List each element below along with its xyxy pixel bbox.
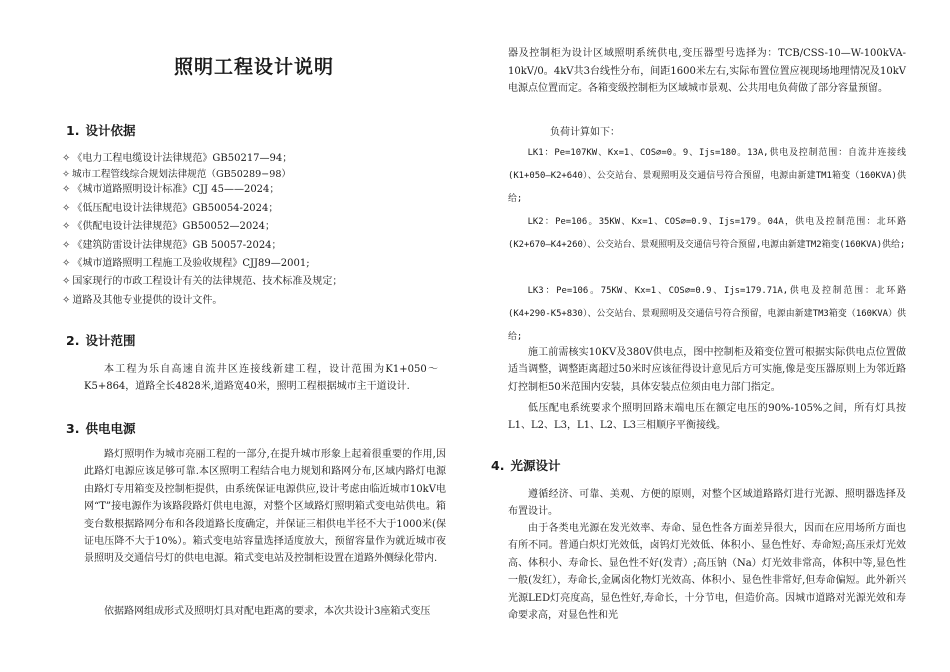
- page-title: 照明工程设计说明: [173, 56, 334, 78]
- bullet-icon: ✧: [62, 184, 71, 196]
- list-item: ✧ 城市工程管线综合规划法律规范（GB50289−98）: [62, 169, 292, 181]
- list-item: ✧ 国家现行的市政工程设计有关的法律规范、技术标准及规定；: [62, 276, 343, 288]
- list-item: ✧ 《低压配电设计法律规范》GB50054-2024；: [62, 202, 279, 214]
- bullet-icon: ✧: [62, 153, 71, 164]
- load-calc-lk3: LK3：Pe=106。75KW、Kx=1、COS∅=0.9、Ijs=179.71A,供电及控制范围：北环路(K4+290-K5+830）、公交站台、景观照明及交通信号符合预留，电源由新建TM3箱变（160KVA）供给;: [508, 286, 906, 342]
- low-voltage-paragraph: 低压配电系统要求个照明回路末端电压在额定电压的90%-105%之间，所有灯具按L1、L2、L3，L1、L2、L3三相顺序平衡接线。: [508, 403, 906, 432]
- bullet-icon: ✧: [62, 294, 71, 306]
- power-paragraph-continued: 依据路网组成形式及照明灯具对配电距离的要求，本次共设计3座箱式变压: [104, 606, 431, 617]
- power-paragraph: 路灯照明作为城市亮丽工程的一部分,在提升城市形象上起着很重要的作用,因此路灯电源应该足够可靠.本区照明工程结合电力规划和路网分布,区域内路灯电源由路灯专用箱变及控制柜提供，由系统保证电源供应,设计考虑由临近城市10kV电网“T”接电源作为该路段路灯供电电源，对整个区域路灯照明箱式变电站供电。箱变台数根据路网分布和各段道路长度确定，并保证三相供电半径不大于1000米(保证电压降不大于10%）。箱式变电站容量选择适度放大，预留容量作为就近城市夜景照明及交通信号灯的供电电源。箱式变电站及控制柜设置在道路外侧绿化带内.: [84, 449, 446, 565]
- section-title: 供电电源: [85, 421, 136, 436]
- light-paragraph-intro: 遵循经济、可靠、美观、方便的原则，对整个区域道路路灯进行光源、照明器选择及布置设计。: [508, 489, 906, 518]
- list-item: ✧ 道路及其他专业提供的设计文件。: [62, 294, 223, 306]
- light-paragraph-detail: 由于各类电光源在发光效率、寿命、显色性各方面差异很大，因而在应用场所方面也有所不同。普通白炽灯光效低，卤钨灯光效低、体积小、显色性好、寿命短;高压汞灯光效高、体积小、寿命长、显色性不好(发青）;高压钠（Na）灯光效非常高，体积中等,显色性一般(发红），寿命长,金属卤化物灯光效高、体积小、显色性非常好,但寿命偏短。此外新兴光源LED灯亮度高，显色性好,寿命长，十分节电，但造价高。因城市道路对光源光效和寿命要求高，对显色性和光: [508, 523, 906, 622]
- load-calc-lk2: LK2：Pe=106。35KW、Kx=1、COS∅=0.9、Ijs=179。04A，供电及控制范围：北环路(K2+670—K4+260）、公交站台、景观照明及交通信号符合预留,电源由新建TM2箱变(160KVA)供给;: [508, 217, 906, 250]
- bullet-icon: ✧: [62, 202, 71, 214]
- construction-paragraph: 施工前需核实10KV及380V供电点，图中控制柜及箱变位置可根据实际供电点位置做适当调整，调整距离超过50米时应该征得设计意见后方可实施,像是变压器原则上为邻近路灯控制柜50米范围内安装，具体安装点位须由电力部门指定。: [508, 347, 906, 393]
- bullet-icon: ✧: [62, 169, 71, 181]
- load-calc-label: 负荷计算如下：: [550, 127, 620, 138]
- section-heading-power: [66, 419, 135, 437]
- section-number: 3.: [66, 421, 80, 436]
- section-number: 4.: [491, 458, 505, 473]
- bullet-icon: ✧: [62, 221, 71, 233]
- list-item: ✧ 《建筑防雷设计法律规范》GB 50057-2024；: [62, 239, 282, 251]
- bullet-icon: ✧: [62, 276, 71, 288]
- section-heading-scope: [66, 331, 135, 349]
- section-heading-light: [491, 456, 560, 474]
- section-title: 设计范围: [85, 333, 136, 348]
- list-item: ✧ 《城市道路照明设计标准》CJJ 45——2024；: [62, 184, 280, 196]
- basis-list: [62, 150, 446, 310]
- list-item: ✧ 《供配电设计法律规范》GB50052—2024；: [62, 221, 275, 233]
- section-number: 1.: [66, 123, 80, 138]
- section-title: 设计依据: [85, 123, 136, 138]
- section-title: 光源设计: [510, 458, 561, 473]
- transformer-paragraph: 器及控制柜为设计区域照明系统供电,变压器型号选择为：TCB/CSS-10—W-100kVA-10kV/0。4kV共3台线性分布，间距1600米左右,实际布置位置应视现场地理情况及10kV电源点位置而定。各箱变级控制柜为区域城市景观、公共用电负荷做了部分容量预留。: [508, 48, 906, 95]
- section-number: 2.: [66, 333, 80, 348]
- section-heading-basis: [66, 121, 135, 139]
- list-item: ✧ 《城市道路照明工程施工及验收规程》CJJ89—2001;: [62, 258, 310, 270]
- scope-paragraph: 本工程为乐自高速自流井区连接线新建工程，设计范围为K1+050～K5+864，道路全长4828米,道路宽40米，照明工程根据城市主干道设计.: [84, 364, 438, 393]
- bullet-icon: ✧: [62, 258, 71, 270]
- list-item: ✧ 《电力工程电缆设计法律规范》GB50217—94；: [62, 153, 293, 164]
- load-calc-lk1: LK1：Pe=107KW、Kx=1、COS∅=0。9、Ijs=180。13A,供电及控制范围：自流井连接线(K1+050—K2+640）、公交站台、景观照明及交通信号符合预留，电源由新建TM1箱变（160KVA)供给;: [508, 148, 906, 204]
- bullet-icon: ✧: [62, 239, 71, 251]
